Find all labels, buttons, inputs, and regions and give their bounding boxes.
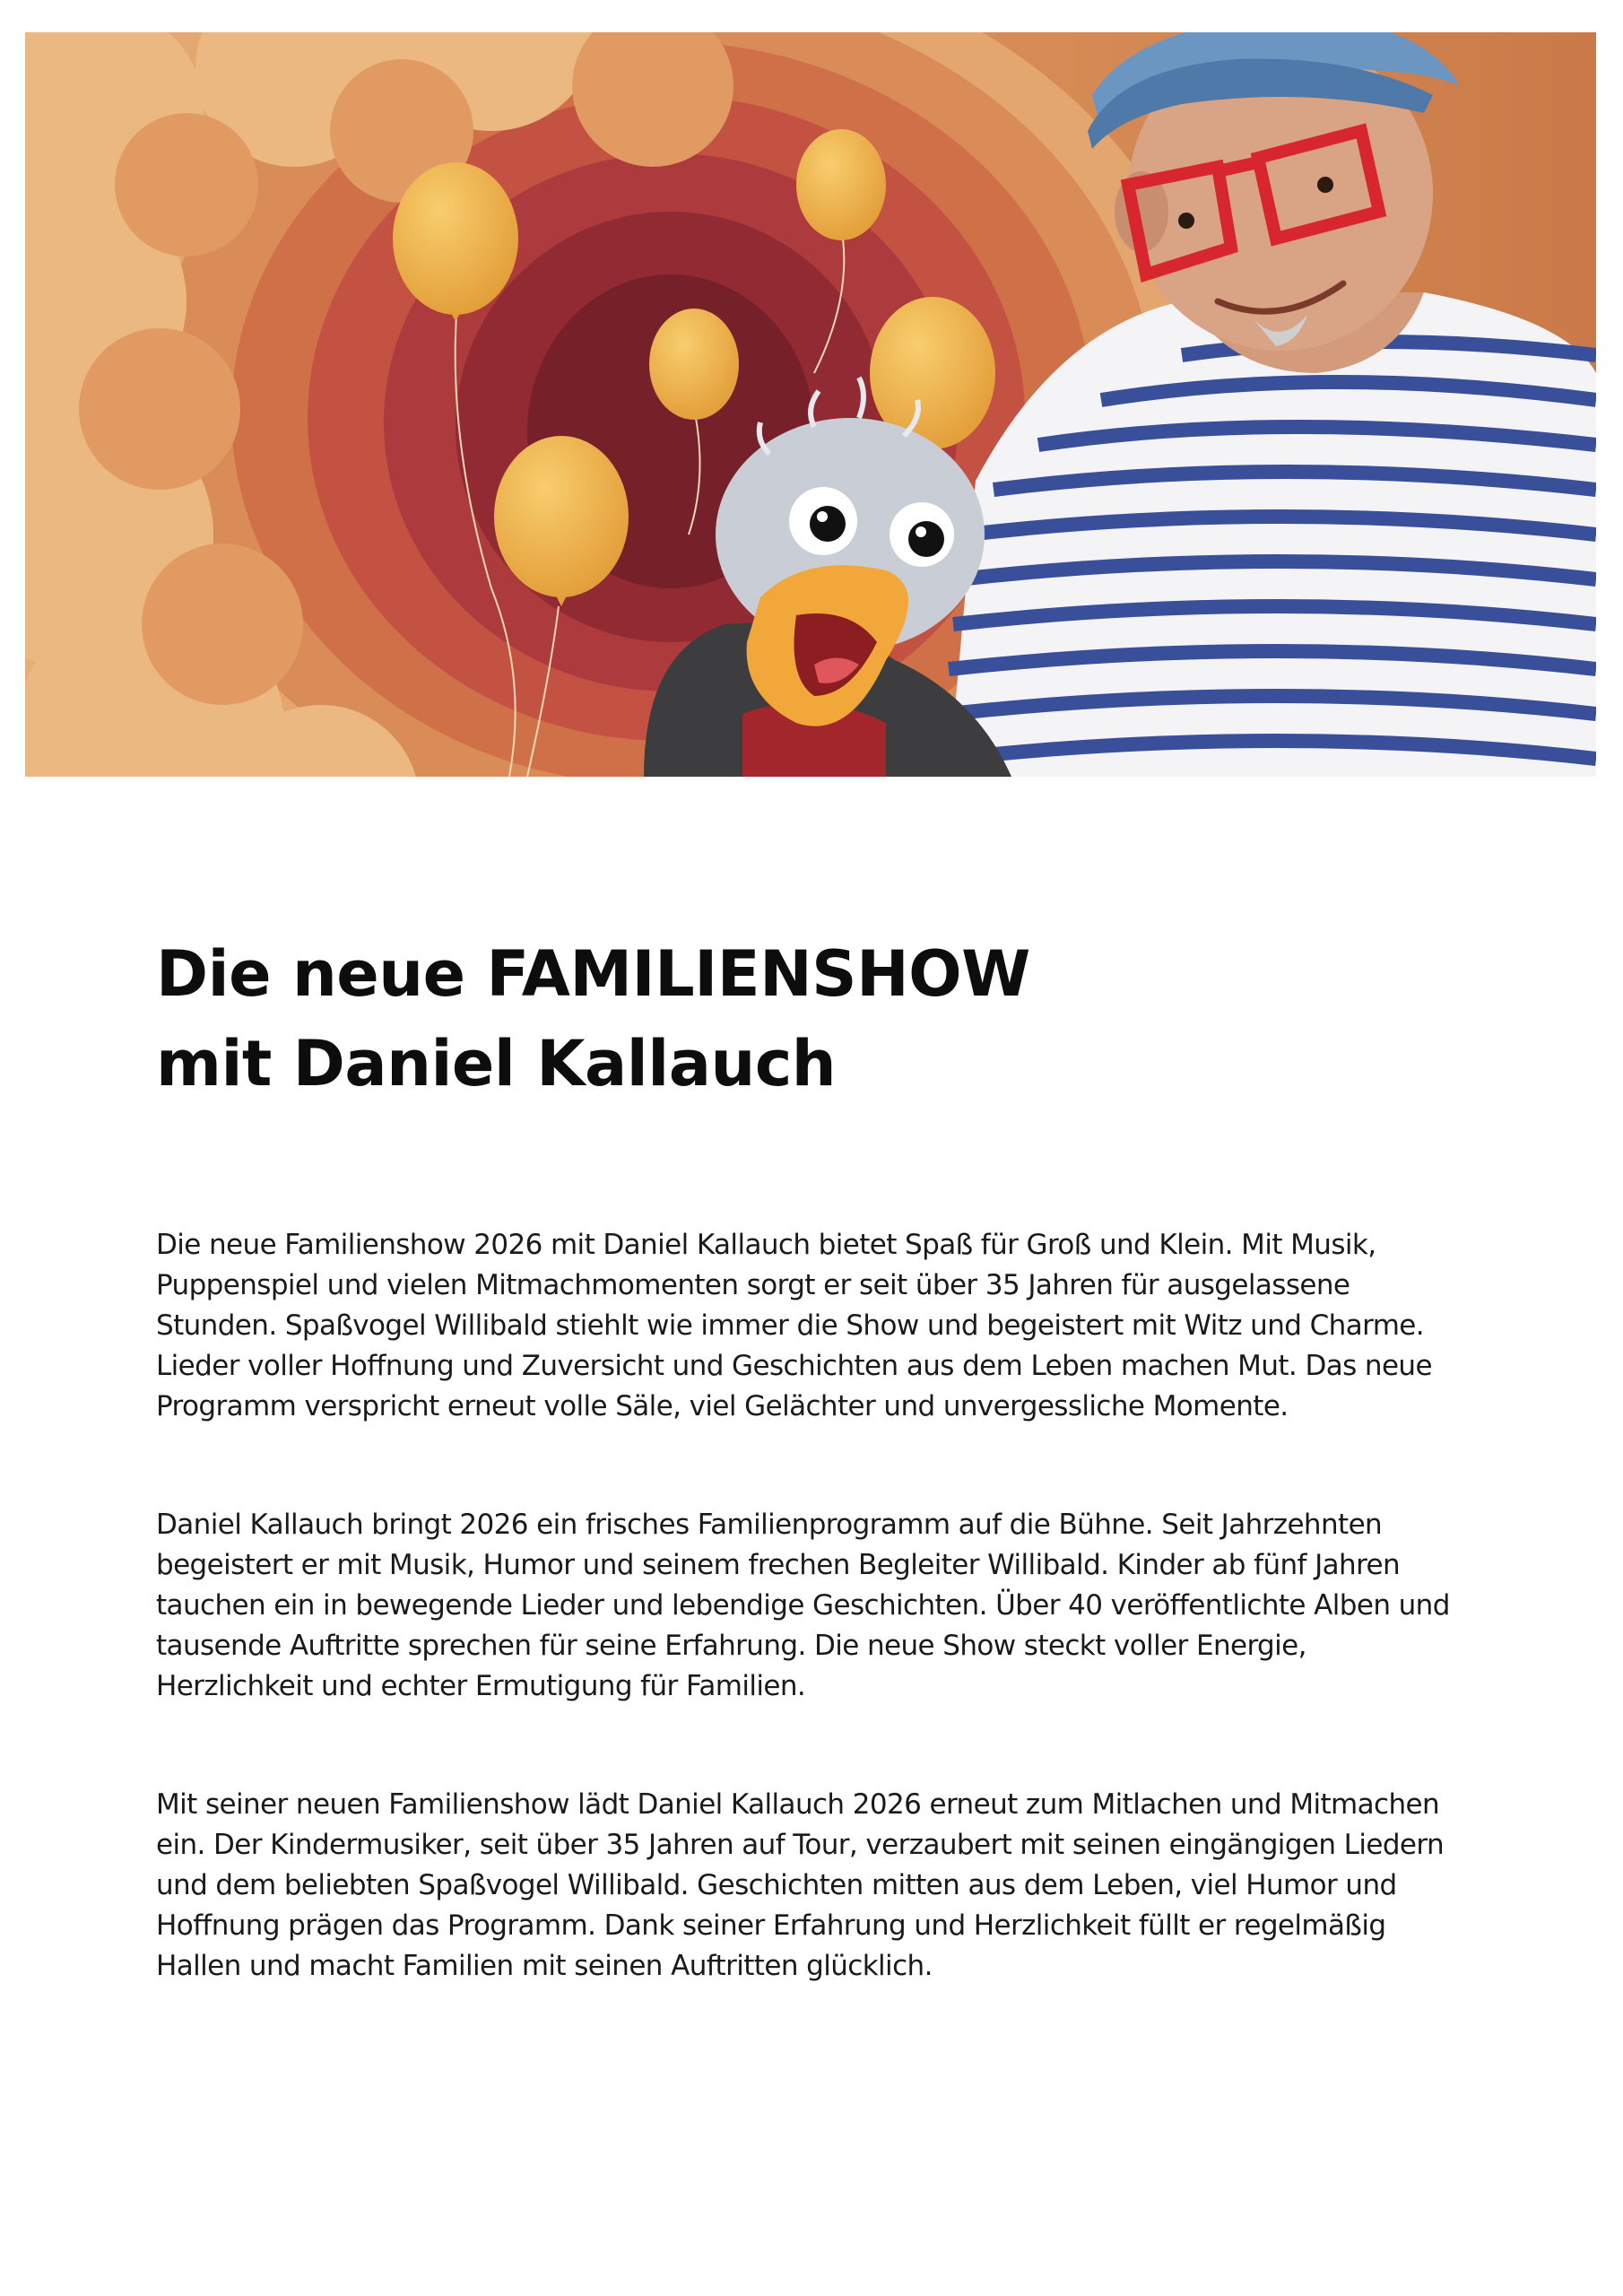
paragraph-3: Mit seiner neuen Familienshow lädt Daniel Kallauch 2026 erneut zum Mitlachen und Mitmachen ein. Der Kindermusiker, seit über 35 Jahren auf Tour, verzaubert mit seinen eingängigen Liedern und dem beliebten Spaßvogel Willibald. Geschichten mitten aus dem Leben, viel Humor und Hoffnung prägen das Programm. Dank seiner Erfahrung und Herzlichkeit füllt er regelmäßig Hallen und macht Familien mit seinen Auftritten glücklich.: [156, 1788, 1445, 1982]
header-banner: [25, 32, 1596, 777]
banner-illustration: [25, 32, 1596, 777]
paragraph-2: Daniel Kallauch bringt 2026 ein frisches Familienprogramm auf die Bühne. Seit Jahrzehnten begeistert er mit Musik, Humor und seinem frechen Begleiter Willibald. Kinder ab fünf Jahren tauchen ein in bewegende Lieder und lebendige Geschichten. Über 40 veröffentlichte Alben und tausende Auftritte sprechen für seine Erfahrung. Die neue Show steckt voller Energie, Herzlichkeit und echter Ermutigung für Familien.: [156, 1509, 1450, 1702]
paragraph-1: Die neue Familienshow 2026 mit Daniel Kallauch bietet Spaß für Groß und Klein. Mit Musik, Puppenspiel und vielen Mitmachmomenten sorgt er seit über 35 Jahren für ausgelassene Stunden. Spaßvogel Willibald stiehlt wie immer die Show und begeistert mit Witz und Charme. Lieder voller Hoffnung und Zuversicht und Geschichten aus dem Leben machen Mut. Das neue Programm verspricht erneut volle Säle, viel Gelächter und unvergessliche Momente.: [156, 1229, 1432, 1422]
title-line-2: mit Daniel Kallauch: [156, 1027, 837, 1100]
article: [156, 929, 1465, 1987]
title-line-1: Die neue FAMILIENSHOW: [156, 937, 1030, 1011]
page-title: [156, 929, 1465, 1109]
